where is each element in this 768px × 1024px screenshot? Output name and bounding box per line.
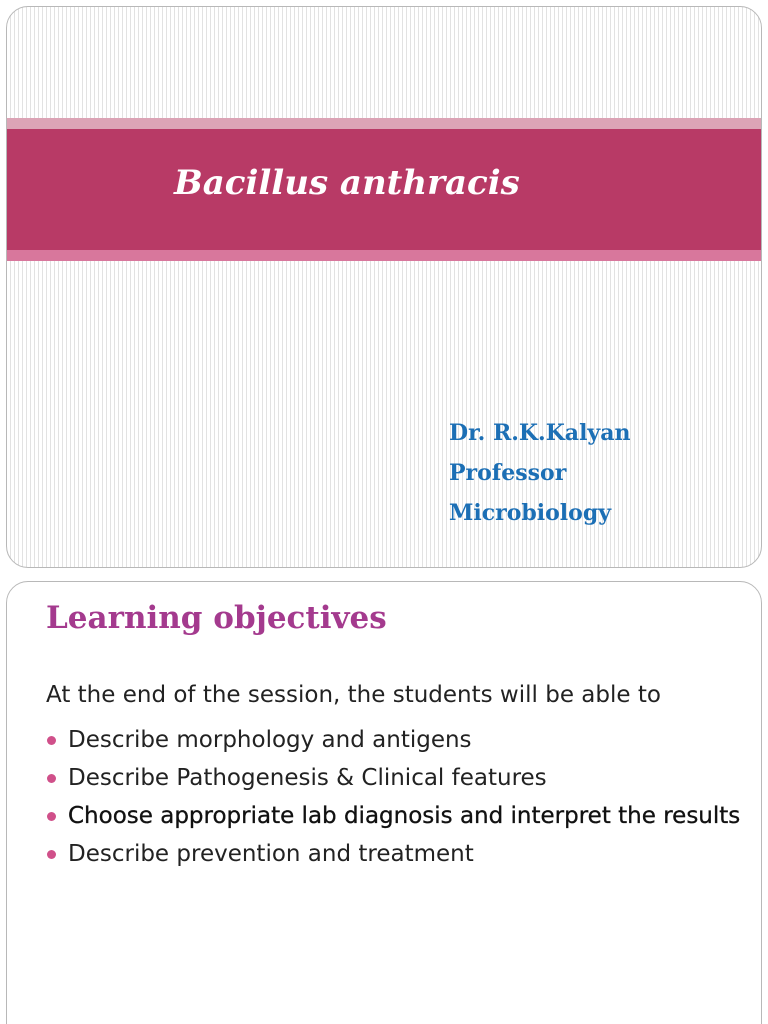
bullet-icon bbox=[47, 812, 56, 821]
objective-item bbox=[46, 723, 746, 757]
title-slide bbox=[6, 6, 762, 568]
bullet-icon bbox=[47, 774, 56, 783]
author-block bbox=[449, 413, 630, 533]
objective-item bbox=[46, 837, 746, 871]
objective-item bbox=[46, 761, 746, 795]
objective-item bbox=[46, 799, 746, 833]
title-band-bottom-strip bbox=[7, 250, 761, 261]
objectives-intro: At the end of the session, the students will be able to bbox=[46, 682, 661, 708]
bullet-icon bbox=[47, 736, 56, 745]
objective-text: Describe Pathogenesis & Clinical features bbox=[68, 765, 547, 791]
author-department: Microbiology bbox=[449, 500, 611, 526]
objective-text: Choose appropriate lab diagnosis and interpret the results bbox=[68, 803, 741, 829]
author-name: Dr. R.K.Kalyan bbox=[449, 420, 631, 446]
bullet-icon bbox=[47, 850, 56, 859]
title-band-top-strip bbox=[7, 118, 761, 129]
objective-text: Describe morphology and antigens bbox=[68, 727, 472, 753]
objectives-heading: Learning objectives bbox=[46, 600, 387, 636]
slide-title: Bacillus anthracis bbox=[174, 163, 520, 203]
objective-text: Describe prevention and treatment bbox=[68, 841, 474, 867]
objectives-list bbox=[46, 723, 746, 875]
objectives-slide bbox=[6, 581, 762, 1024]
author-position: Professor bbox=[449, 460, 567, 486]
